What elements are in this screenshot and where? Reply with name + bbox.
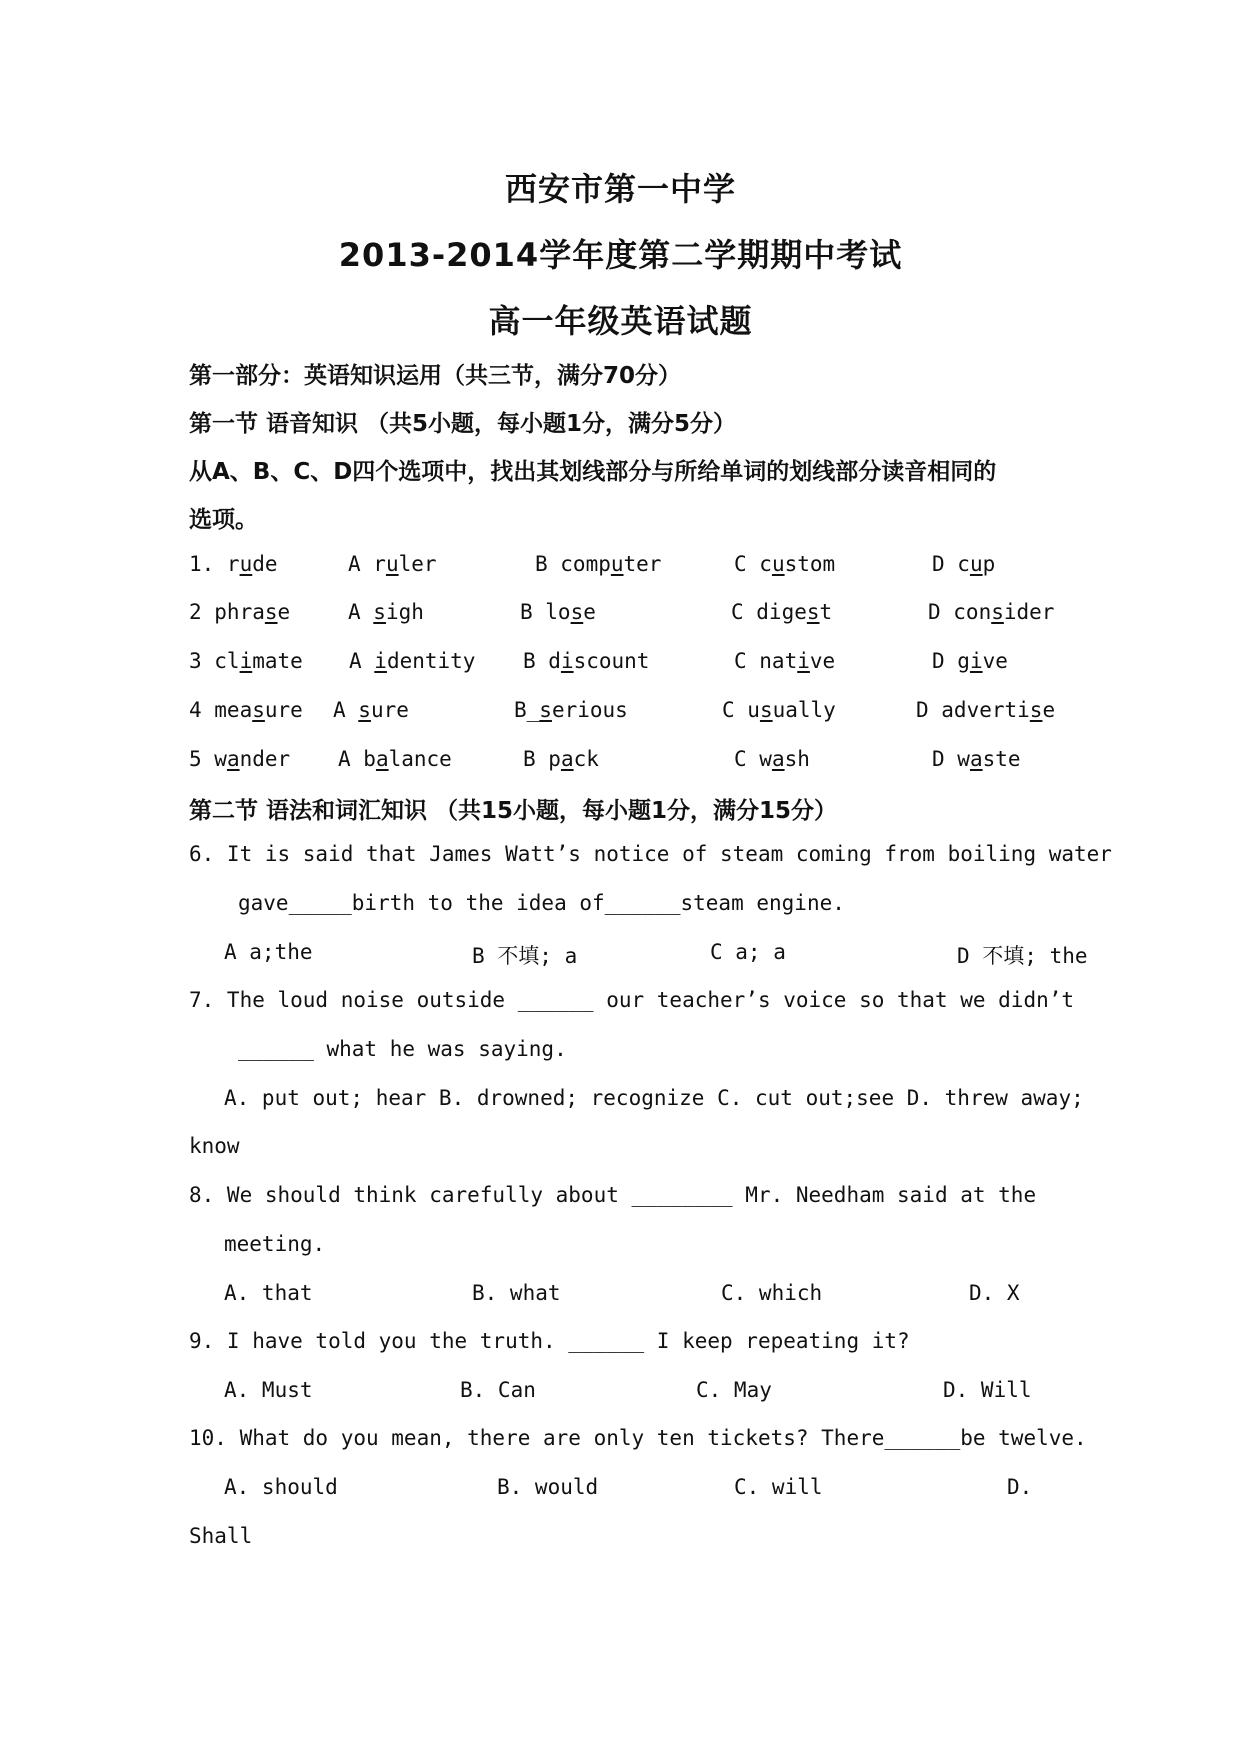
phonetic-option-c: C native [734, 649, 836, 673]
subject-title: 高一年级英语试题 [488, 302, 753, 340]
option-b: B. would [497, 1475, 599, 1499]
phonetic-option-d: D cup [932, 552, 996, 576]
phonetic-option-c: C wash [734, 747, 810, 771]
phonetic-option-d: D advertise [916, 698, 1056, 722]
phonetic-question-3: 3 climate [189, 649, 303, 673]
phonetic-option-b: B lose [520, 600, 596, 624]
phonetic-option-d: D consider [928, 600, 1055, 624]
phonetic-option-b: B discount [523, 649, 650, 673]
option-d: D. [1007, 1475, 1033, 1499]
section1-heading: 第一节 语音知识 （共5小题，每小题1分，满分5分） [189, 411, 737, 437]
exam-title: 2013-2014学年度第二学期期中考试 [338, 236, 903, 274]
section1-instruction-line2: 选项。 [189, 507, 258, 533]
phonetic-question-5: 5 wander [189, 747, 291, 771]
phonetic-option-b: B pack [523, 747, 599, 771]
question-9-line1: 9. I have told you the truth. ______ I keep repeating it? [189, 1329, 910, 1353]
question-7-options-wrap: know [189, 1134, 240, 1158]
part1-heading: 第一部分：英语知识运用（共三节，满分70分） [189, 363, 682, 389]
phonetic-option-c: C custom [734, 552, 836, 576]
option-c: C. will [734, 1475, 823, 1499]
school-title: 西安市第一中学 [504, 170, 736, 208]
phonetic-option-c: C usually [722, 698, 836, 722]
question-7-options: A. put out; hear B. drowned; recognize C. cut out;see D. threw away; [224, 1086, 1084, 1110]
question-7-line1: 7. The loud noise outside ______ our teacher’s voice so that we didn’t [189, 988, 1075, 1012]
phonetic-option-a: A sigh [348, 600, 424, 624]
option-a: A a;the [224, 940, 313, 964]
phonetic-option-d: D waste [932, 747, 1021, 771]
option-b: B. Can [460, 1378, 536, 1402]
option-c: C. May [696, 1378, 772, 1402]
phonetic-option-a: A ruler [348, 552, 437, 576]
phonetic-question-2: 2 phrase [189, 600, 291, 624]
option-c: C. which [721, 1281, 823, 1305]
question-8-line1: 8. We should think carefully about ________ Mr. Needham said at the [189, 1183, 1037, 1207]
phonetic-option-c: C digest [731, 600, 833, 624]
option-c: C a; a [710, 940, 786, 964]
phonetic-option-d: D give [932, 649, 1008, 673]
option-d: D. X [969, 1281, 1020, 1305]
option-a: A. should [224, 1475, 338, 1499]
question-6-line2: gave_____birth to the idea of______steam engine. [238, 891, 845, 915]
option-b: B. what [472, 1281, 561, 1305]
question-10-line1: 10. What do you mean, there are only ten tickets? There______be twelve. [189, 1426, 1087, 1450]
phonetic-question-1: 1. rude [189, 552, 278, 576]
option-d: D. Will [943, 1378, 1032, 1402]
question-6-line1: 6. It is said that James Watt’s notice of steam coming from boiling water [189, 842, 1112, 866]
question-10-options-wrap: Shall [189, 1524, 253, 1548]
phonetic-option-a: A sure [333, 698, 409, 722]
phonetic-option-b: B_serious [514, 698, 628, 722]
option-a: A. Must [224, 1378, 313, 1402]
phonetic-option-a: A identity [349, 649, 476, 673]
option-b: B 不填; a [472, 944, 578, 968]
section1-instruction-line1: 从A、B、C、D四个选项中，找出其划线部分与所给单词的划线部分读音相同的 [189, 459, 997, 485]
phonetic-option-a: A balance [338, 747, 452, 771]
phonetic-option-b: B computer [535, 552, 662, 576]
option-a: A. that [224, 1281, 313, 1305]
phonetic-question-4: 4 measure [189, 698, 303, 722]
section2-heading: 第二节 语法和词汇知识 （共15小题，每小题1分，满分15分） [189, 798, 838, 824]
option-d: D 不填; the [957, 944, 1088, 968]
question-8-line2: meeting. [224, 1232, 326, 1256]
question-7-line2: ______ what he was saying. [238, 1037, 567, 1061]
